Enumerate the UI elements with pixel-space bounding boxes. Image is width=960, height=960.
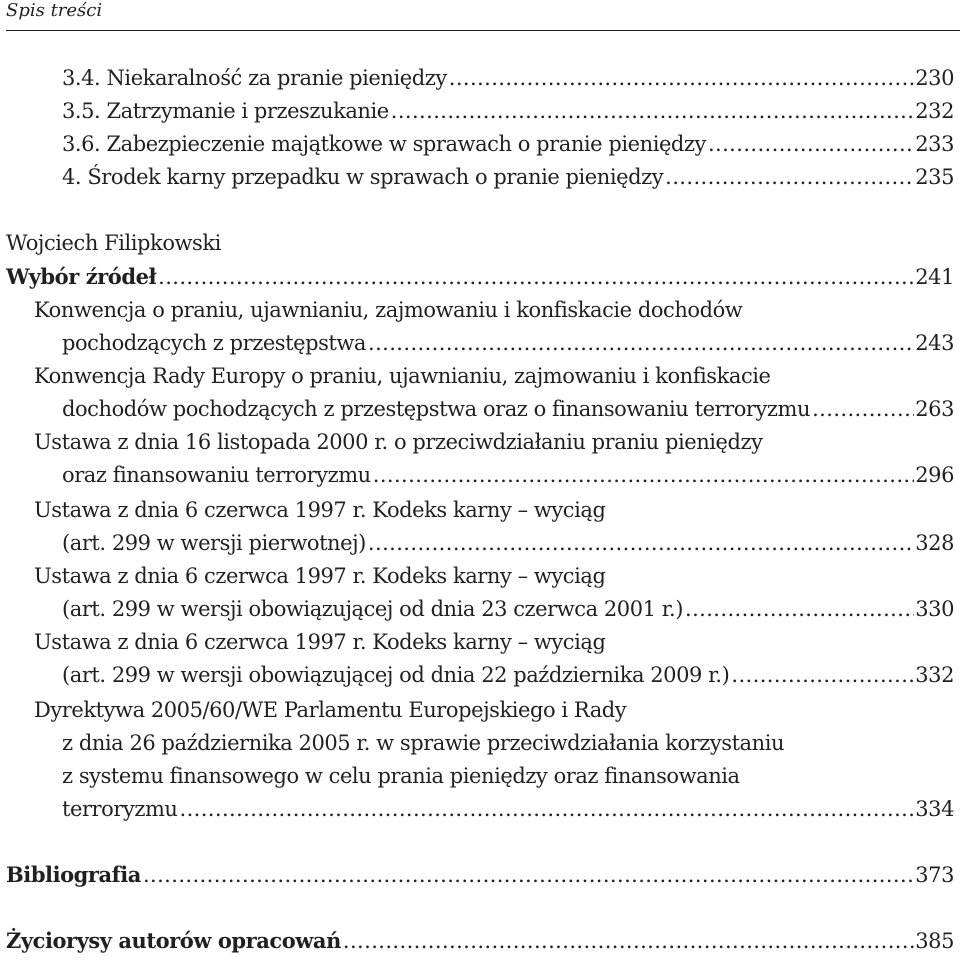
toc-entry-title: 4. Środek karny przepadku w sprawach o pranie pieniędzy [62, 165, 664, 189]
toc-page-number: 334 [915, 797, 954, 821]
toc-entry-title-line: Ustawa z dnia 16 listopada 2000 r. o przeciwdziałaniu praniu pieniędzy [34, 430, 763, 454]
toc-entry-title: (art. 299 w wersji obowiązującej od dnia 22 października 2009 r.) [62, 663, 730, 687]
toc-entry-konwencja-1 [62, 328, 954, 358]
toc-entry-title-line: Ustawa z dnia 6 czerwca 1997 r. Kodeks karny – wyciąg [34, 564, 606, 588]
toc-page-number: 243 [915, 331, 954, 355]
toc-entry-bibliografia [6, 860, 954, 890]
toc-entry-3-5 [62, 96, 954, 126]
dot-leader [143, 860, 914, 890]
toc-entry-title: (art. 299 w wersji obowiązującej od dnia 23 czerwca 2001 r.) [62, 597, 683, 621]
toc-entry-4 [62, 162, 954, 192]
toc-entry-kodeks-karny-1 [62, 528, 954, 558]
toc-entry-title-line: z systemu finansowego w celu prania pieniędzy oraz finansowania [62, 764, 740, 788]
toc-entry-wybor-zrodel [6, 262, 954, 292]
toc-page-number: 332 [915, 663, 954, 687]
dot-leader [731, 660, 914, 690]
toc-entry-title: (art. 299 w wersji pierwotnej) [62, 531, 366, 555]
toc-entry-title-line: Dyrektywa 2005/60/WE Parlamentu Europejskiego i Rady [34, 698, 627, 722]
toc-page-number: 232 [915, 99, 954, 123]
toc-entry-konwencja-2 [62, 394, 954, 424]
toc-entry-title-line: Konwencja o praniu, ujawnianiu, zajmowaniu i konfiskacie dochodów [34, 298, 743, 322]
toc-entry-ustawa-2000 [62, 460, 954, 490]
toc-entry-3-4 [62, 63, 954, 93]
toc-entry-title-line: Konwencja Rady Europy o praniu, ujawnianiu, zajmowaniu i konfiskacie [34, 364, 771, 388]
toc-entry-title: 3.5. Zatrzymanie i przeszukanie [62, 99, 389, 123]
dot-leader [665, 162, 914, 192]
toc-entry-title: oraz finansowaniu terroryzmu [62, 463, 371, 487]
toc-entry-title-line: Ustawa z dnia 6 czerwca 1997 r. Kodeks karny – wyciąg [34, 630, 606, 654]
dot-leader [391, 96, 915, 126]
toc-page-number: 233 [915, 132, 954, 156]
toc-page-number: 385 [915, 929, 954, 953]
toc-entry-title: 3.4. Niekaralność za pranie pieniędzy [62, 66, 447, 90]
toc-entry-kodeks-karny-2 [62, 594, 954, 624]
toc-page-number: 328 [915, 531, 954, 555]
toc-page-number: 241 [915, 265, 954, 289]
dot-leader [812, 394, 914, 424]
dot-leader [158, 262, 914, 292]
toc-entry-dyrektywa [62, 794, 954, 824]
header-rule [6, 30, 960, 31]
toc-entry-title: terroryzmu [62, 797, 178, 821]
dot-leader [449, 63, 915, 93]
dot-leader [368, 528, 914, 558]
toc-page-number: 330 [915, 597, 954, 621]
toc-entry-title: 3.6. Zabezpieczenie majątkowe w sprawach o pranie pieniędzy [62, 132, 706, 156]
toc-entry-kodeks-karny-3 [62, 660, 954, 690]
dot-leader [373, 460, 915, 490]
dot-leader [685, 594, 914, 624]
toc-entry-title: pochodzących z przestępstwa [62, 331, 366, 355]
dot-leader [708, 129, 914, 159]
toc-entry-title: Życiorysy autorów opracowań [6, 928, 341, 953]
toc-page-number: 373 [915, 863, 954, 887]
toc-page-number: 235 [915, 165, 954, 189]
toc-entry-title: Bibliografia [6, 862, 141, 887]
toc-page-number: 263 [915, 397, 954, 421]
running-head: Spis treści [6, 0, 103, 21]
dot-leader [343, 926, 914, 956]
dot-leader [180, 794, 915, 824]
toc-entry-title: dochodów pochodzących z przestępstwa oraz o finansowaniu terroryzmu [62, 397, 811, 421]
toc-page-number: 230 [915, 66, 954, 90]
toc-entry-title: Wybór źródeł [6, 264, 157, 289]
toc-entry-title-line: z dnia 26 października 2005 r. w sprawie przeciwdziałania korzystaniu [62, 731, 785, 755]
dot-leader [368, 328, 914, 358]
author-name: Wojciech Filipkowski [6, 231, 221, 255]
toc-entry-zyciorysy [6, 926, 954, 956]
toc-page-number: 296 [915, 463, 954, 487]
toc-entry-3-6 [62, 129, 954, 159]
toc-entry-title-line: Ustawa z dnia 6 czerwca 1997 r. Kodeks karny – wyciąg [34, 498, 606, 522]
